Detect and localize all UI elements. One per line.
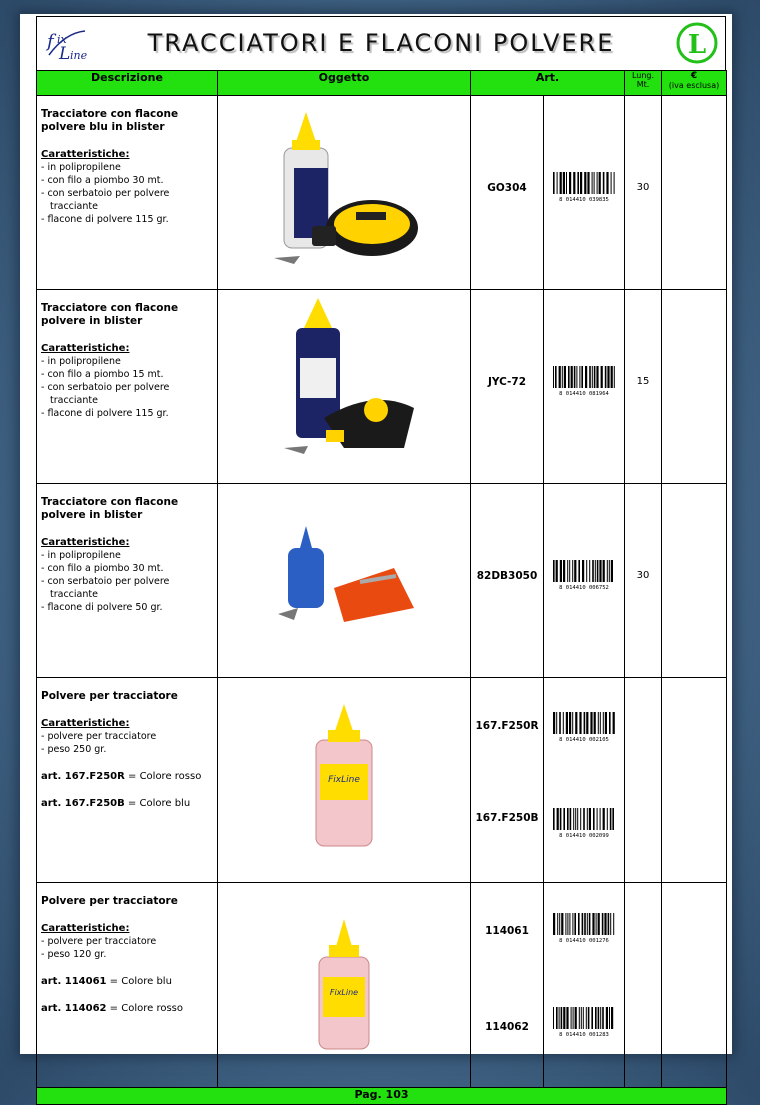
price-cell (662, 484, 727, 678)
row-description: Tracciatore con flacone polvere blu in blister Caratteristiche: - in polipropilene - con filo a piombo 30 mt. - con serbatoio per polvere tracciante - flacone di polvere 115 gr. (37, 96, 218, 290)
length-cell: 30 (625, 484, 662, 678)
table-row (37, 484, 727, 678)
barcode-icon (549, 366, 619, 396)
barcode-icon (549, 808, 619, 838)
page-header (36, 16, 726, 71)
product-image (218, 290, 471, 484)
svg-text:8 014410 001276: 8 014410 001276 (559, 938, 609, 943)
table-footer (37, 1088, 727, 1105)
product-code: 82DB3050 (471, 484, 544, 678)
product-image (218, 96, 471, 290)
row-description: Tracciatore con flacone polvere in blister Caratteristiche: - in polipropilene - con filo a piombo 15 mt. - con serbatoio per polvere tracciante - flacone di polvere 115 gr. (37, 290, 218, 484)
svg-text:L: L (687, 30, 707, 60)
svg-text:L: L (59, 44, 71, 63)
table-row (37, 678, 727, 883)
page-title: TRACCIATORI E FLACONI POLVERE (147, 29, 615, 57)
barcode (544, 883, 625, 1088)
product-code: 167.F250R 167.F250B (471, 678, 544, 883)
col-length: Lung. Mt. (625, 71, 662, 96)
product-code: GO304 (471, 96, 544, 290)
svg-text:8 014410 006752: 8 014410 006752 (559, 585, 609, 590)
svg-text:ine: ine (70, 49, 88, 62)
price-cell (662, 883, 727, 1088)
product-code: JYC-72 (471, 290, 544, 484)
barcode (544, 96, 625, 290)
chalk-line-red-icon (264, 518, 424, 638)
row-description: Tracciatore con flacone polvere in blister Caratteristiche: - in polipropilene - con filo a piombo 30 mt. - con serbatoio per polvere tracciante - flacone di polvere 50 gr. (37, 484, 218, 678)
product-image (218, 678, 471, 883)
col-price: € (iva esclusa) (662, 71, 727, 96)
barcode-icon (549, 560, 619, 590)
table-row (37, 96, 727, 290)
row-description: Polvere per tracciatore Caratteristiche: - polvere per tracciatore - peso 120 gr. art. 114061 = Colore blu art. 114062 = Colore rosso (37, 883, 218, 1088)
barcode-icon (549, 172, 619, 202)
col-desc: Descrizione (37, 71, 218, 96)
powder-bottle-250-icon (294, 700, 394, 850)
svg-text:8 014410 081964: 8 014410 081964 (559, 391, 609, 396)
svg-text:f: f (47, 31, 54, 52)
length-cell (625, 883, 662, 1088)
length-cell (625, 678, 662, 883)
svg-text:FixLine: FixLine (328, 775, 360, 785)
length-cell: 15 (625, 290, 662, 484)
table-row (37, 883, 727, 1088)
l-badge-icon (675, 21, 719, 65)
product-image (218, 883, 471, 1088)
barcode (544, 484, 625, 678)
svg-text:8 014410 039835: 8 014410 039835 (559, 197, 609, 202)
product-table (36, 70, 727, 1105)
barcode-icon (549, 712, 619, 742)
product-code: 114061 114062 (471, 883, 544, 1088)
length-cell: 30 (625, 96, 662, 290)
svg-text:FixLine: FixLine (329, 988, 359, 997)
price-cell (662, 96, 727, 290)
product-image (218, 484, 471, 678)
barcode (544, 290, 625, 484)
barcode-icon (549, 1007, 619, 1037)
svg-text:8 014410 002105: 8 014410 002105 (559, 737, 609, 742)
page-number: Pag. 103 (37, 1088, 727, 1105)
svg-text:8 014410 001283: 8 014410 001283 (559, 1032, 609, 1037)
svg-text:ix: ix (57, 33, 67, 46)
barcode-icon (549, 913, 619, 943)
table-row (37, 290, 727, 484)
row-description: Polvere per tracciatore Caratteristiche: - polvere per tracciatore - peso 250 gr. art. 167.F250R = Colore rosso art. 167.F250B = Colore blu (37, 678, 218, 883)
barcode (544, 678, 625, 883)
col-object: Oggetto (218, 71, 471, 96)
chalk-line-yellow-icon (264, 108, 424, 268)
svg-text:8 014410 002099: 8 014410 002099 (559, 833, 609, 838)
powder-bottle-120-icon (299, 913, 389, 1053)
chalk-line-black-icon (264, 298, 424, 458)
col-art: Art. (471, 71, 625, 96)
price-cell (662, 290, 727, 484)
price-cell (662, 678, 727, 883)
table-header (37, 71, 727, 96)
